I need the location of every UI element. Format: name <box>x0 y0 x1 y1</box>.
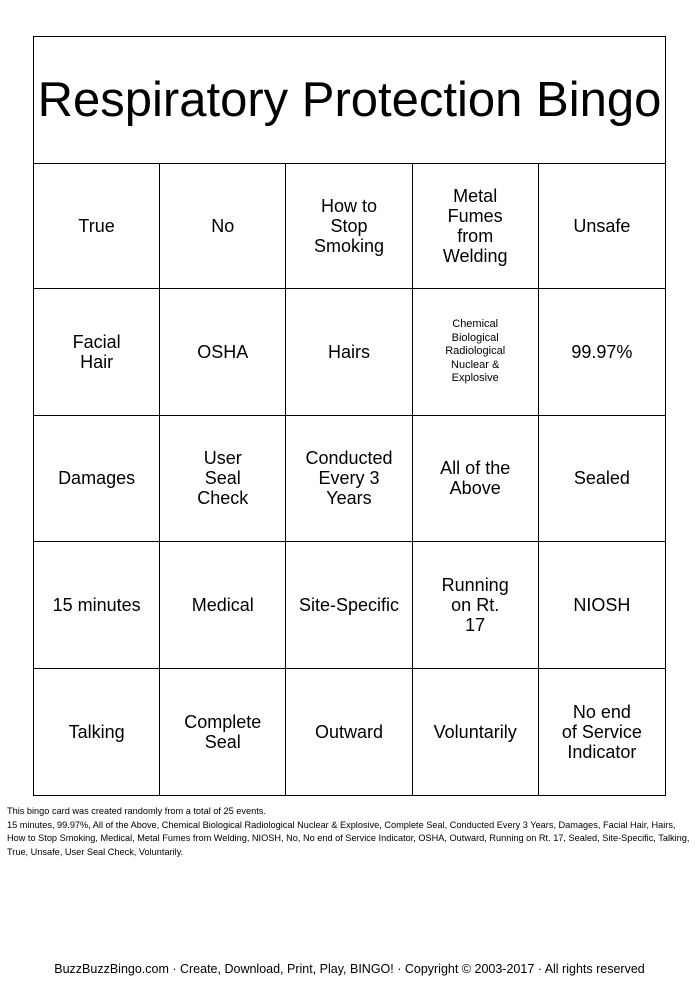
bingo-cell: All of the Above <box>413 416 539 542</box>
bingo-cell: Chemical Biological Radiological Nuclear & Explosive <box>413 289 539 415</box>
card-info <box>7 805 695 859</box>
info-events: 15 minutes, 99.97%, All of the Above, Chemical Biological Radiological Nuclear & Explosive, Complete Seal, Conducted Every 3 Years, Damages, Facial Hair, Hairs, How to Stop Smoking, Medical, Metal Fumes from Welding, NIOSH, No, No end of Service Indicator, OSHA, Outward, Running on Rt. 17, Sealed, Site-Specific, Talking, True, Unsafe, User Seal Check, Voluntarily. <box>7 819 690 857</box>
bingo-cell: Conducted Every 3 Years <box>286 416 412 542</box>
bingo-cell: Complete Seal <box>160 669 286 795</box>
bingo-cell: Sealed <box>539 416 665 542</box>
bingo-cell: How to Stop Smoking <box>286 163 412 289</box>
bingo-cell: No end of Service Indicator <box>561 701 642 762</box>
bingo-cell: True <box>34 163 160 289</box>
bingo-cell: No <box>160 163 286 289</box>
bingo-cell: Unsafe <box>539 163 665 289</box>
bingo-cell: Voluntarily <box>413 669 539 795</box>
bingo-cell: NIOSH <box>539 542 665 668</box>
bingo-cell: Damages <box>34 416 160 542</box>
bingo-cell: Outward <box>286 669 412 795</box>
card-title: Respiratory Protection Bingo <box>37 73 662 127</box>
bingo-cell: Facial Hair <box>34 289 160 415</box>
bingo-cell: Talking <box>34 669 160 795</box>
page-footer: BuzzBuzzBingo.com · Create, Download, Print, Play, BINGO! · Copyright © 2003-2017 · All rights reserved <box>54 962 645 976</box>
bingo-cell: OSHA <box>160 289 286 415</box>
bingo-card <box>33 36 666 796</box>
bingo-cell: User Seal Check <box>160 416 286 542</box>
bingo-grid <box>34 163 665 795</box>
bingo-cell: 15 minutes <box>34 542 160 668</box>
bingo-cell: Metal Fumes from Welding <box>413 163 539 289</box>
title-row <box>34 37 665 164</box>
bingo-cell: 99.97% <box>539 289 665 415</box>
bingo-cell: Hairs <box>286 289 412 415</box>
bingo-cell: Site-Specific <box>286 542 412 668</box>
bingo-cell: Running on Rt. 17 <box>413 542 539 668</box>
bingo-cell: Medical <box>160 542 286 668</box>
info-intro: This bingo card was created randomly from a total of 25 events. <box>7 806 266 816</box>
